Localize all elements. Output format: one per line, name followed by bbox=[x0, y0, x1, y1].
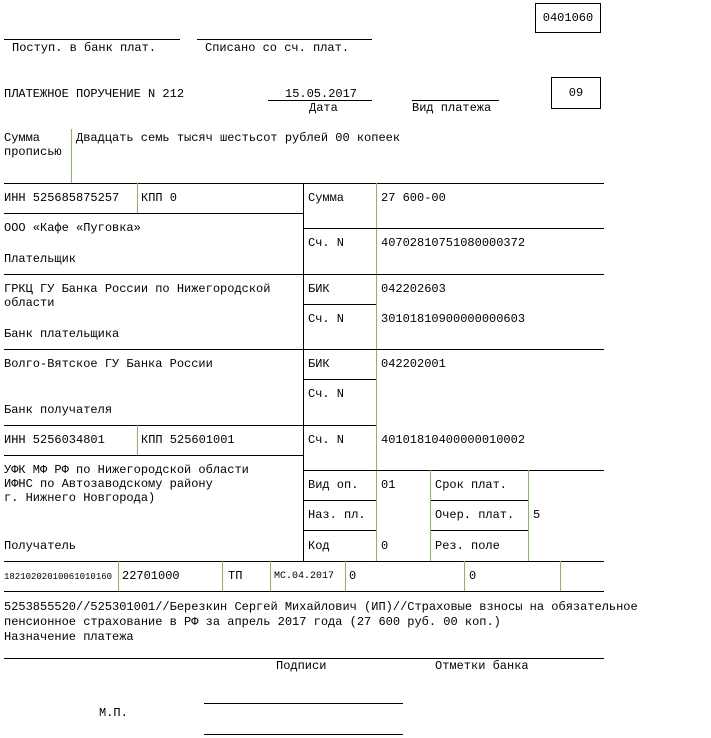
signature-line-2 bbox=[204, 734, 403, 735]
code-label: Код bbox=[308, 539, 330, 553]
payer-kpp: КПП 0 bbox=[141, 191, 178, 205]
priority-label: Очер. плат. bbox=[435, 508, 515, 522]
tax-divider-3 bbox=[270, 561, 271, 591]
payer-corr-label: Сч. N bbox=[308, 312, 345, 326]
op-row-line-2 bbox=[430, 500, 528, 501]
recipient-kpp: КПП 525601001 bbox=[141, 433, 235, 447]
payer-bik-line bbox=[303, 304, 376, 305]
form-code-box bbox=[535, 3, 601, 33]
tax-divider-5 bbox=[464, 561, 465, 591]
recipient-name-3: г. Нижнего Новгорода) bbox=[4, 491, 156, 505]
purpose-label: Назначение платежа bbox=[4, 630, 134, 644]
stamp-label: М.П. bbox=[99, 706, 128, 720]
status-code: 09 bbox=[568, 86, 584, 100]
recipient-bank-line bbox=[4, 349, 604, 350]
tax-divider-2 bbox=[222, 561, 223, 591]
op-grid-vertical-1 bbox=[430, 470, 431, 561]
recipient-name-1: УФК МФ РФ по Нижегородской области bbox=[4, 463, 249, 477]
op-type-label: Вид оп. bbox=[308, 478, 359, 492]
form-code: 0401060 bbox=[542, 11, 594, 25]
tax-basis: ТП bbox=[228, 569, 243, 583]
recipient-inn-divider bbox=[137, 425, 138, 455]
sum-label: Сумма bbox=[308, 191, 345, 205]
payer-acct-label: Сч. N bbox=[308, 236, 345, 250]
purpose-code-label: Наз. пл. bbox=[308, 508, 366, 522]
recipient-bik-value: 042202001 bbox=[381, 357, 446, 371]
tax-kbk: 18210202010061010160 bbox=[4, 572, 113, 582]
grid-line-bottom bbox=[4, 561, 604, 562]
date-value: 15.05.2017 bbox=[285, 87, 358, 101]
tax-doc-date: 0 bbox=[469, 569, 477, 583]
tax-period: МС.04.2017 bbox=[274, 571, 335, 582]
recipient-bik-line bbox=[303, 379, 376, 380]
received-label: Поступ. в банк плат. bbox=[12, 41, 157, 55]
payer-bank-label: Банк плательщика bbox=[4, 327, 120, 341]
recipient-label: Получатель bbox=[4, 539, 77, 553]
debited-label: Списано со сч. плат. bbox=[205, 41, 350, 55]
status-code-box bbox=[551, 77, 601, 109]
bank-marks-label: Отметки банка bbox=[435, 659, 529, 673]
payment-type-label: Вид платежа bbox=[412, 101, 492, 115]
sum-words-label: Сумма прописью bbox=[4, 131, 62, 159]
sum-value: 27 600-00 bbox=[381, 191, 446, 205]
signatures-label: Подписи bbox=[276, 659, 327, 673]
document-title: ПЛАТЕЖНОЕ ПОРУЧЕНИЕ N 212 bbox=[4, 87, 185, 101]
recipient-corr-label: Сч. N bbox=[308, 387, 345, 401]
purpose-line-1: 5253855520//525301001//Березкин Сергей Михайлович (ИП)//Страховые взносы на обязательное bbox=[4, 600, 638, 614]
op-row-top-line bbox=[303, 470, 604, 471]
recipient-bank-name: Волго-Вятское ГУ Банка России bbox=[4, 357, 213, 371]
recipient-inn: ИНН 5256034801 bbox=[4, 433, 105, 447]
debited-line bbox=[197, 39, 372, 40]
grid-vertical-left bbox=[303, 183, 304, 561]
grid-vertical-right bbox=[376, 183, 377, 561]
recipient-acct-label: Сч. N bbox=[308, 433, 345, 447]
payer-bik-value: 042202603 bbox=[381, 282, 446, 296]
payer-bank-name-2: области bbox=[4, 296, 55, 310]
op-row-line-4 bbox=[430, 530, 528, 531]
tax-oktmo: 22701000 bbox=[122, 569, 180, 583]
code-value: 0 bbox=[381, 539, 389, 553]
recipient-inn-top-line bbox=[4, 425, 303, 426]
payer-inn-divider bbox=[137, 183, 138, 213]
recipient-inn-line bbox=[4, 455, 303, 456]
recipient-bik-label: БИК bbox=[308, 357, 330, 371]
payer-bank-line bbox=[4, 274, 604, 275]
signature-line-1 bbox=[204, 703, 403, 704]
op-row-line-1 bbox=[303, 500, 376, 501]
payer-label: Плательщик bbox=[4, 252, 77, 266]
purpose-line-2: пенсионное страхование в РФ за апрель 2017 года (27 600 руб. 00 коп.) bbox=[4, 615, 501, 629]
tax-divider-1 bbox=[118, 561, 119, 591]
tax-divider-6 bbox=[560, 561, 561, 591]
payer-name: ООО «Кафе «Пуговка» bbox=[4, 221, 141, 235]
payer-acct-value: 40702810751080000372 bbox=[381, 236, 526, 250]
recipient-acct-value: 40101810400000010002 bbox=[381, 433, 526, 447]
priority-value: 5 bbox=[533, 508, 541, 522]
sum-words-divider bbox=[71, 129, 72, 183]
sum-acct-line bbox=[303, 228, 604, 229]
recipient-acct-line bbox=[303, 425, 376, 426]
term-label: Срок плат. bbox=[435, 478, 508, 492]
payer-inn-line bbox=[4, 213, 303, 214]
grid-line-top bbox=[4, 183, 604, 184]
date-label: Дата bbox=[309, 101, 338, 115]
op-row-line-3 bbox=[303, 530, 376, 531]
payer-bank-name-1: ГРКЦ ГУ Банка России по Нижегородской bbox=[4, 282, 271, 296]
sum-words-value: Двадцать семь тысяч шестьсот рублей 00 копеек bbox=[76, 131, 401, 145]
payer-inn: ИНН 525685875257 bbox=[4, 191, 120, 205]
payer-bik-label: БИК bbox=[308, 282, 330, 296]
recipient-bank-label: Банк получателя bbox=[4, 403, 113, 417]
tax-divider-4 bbox=[345, 561, 346, 591]
tax-doc-number: 0 bbox=[349, 569, 357, 583]
recipient-name-2: ИФНС по Автозаводскому району bbox=[4, 477, 213, 491]
op-type-value: 01 bbox=[381, 478, 396, 492]
reserve-label: Рез. поле bbox=[435, 539, 500, 553]
tax-line-bottom bbox=[4, 591, 604, 592]
payer-corr-value: 30101810900000000603 bbox=[381, 312, 526, 326]
op-grid-vertical-2 bbox=[528, 470, 529, 561]
received-line bbox=[4, 39, 180, 40]
